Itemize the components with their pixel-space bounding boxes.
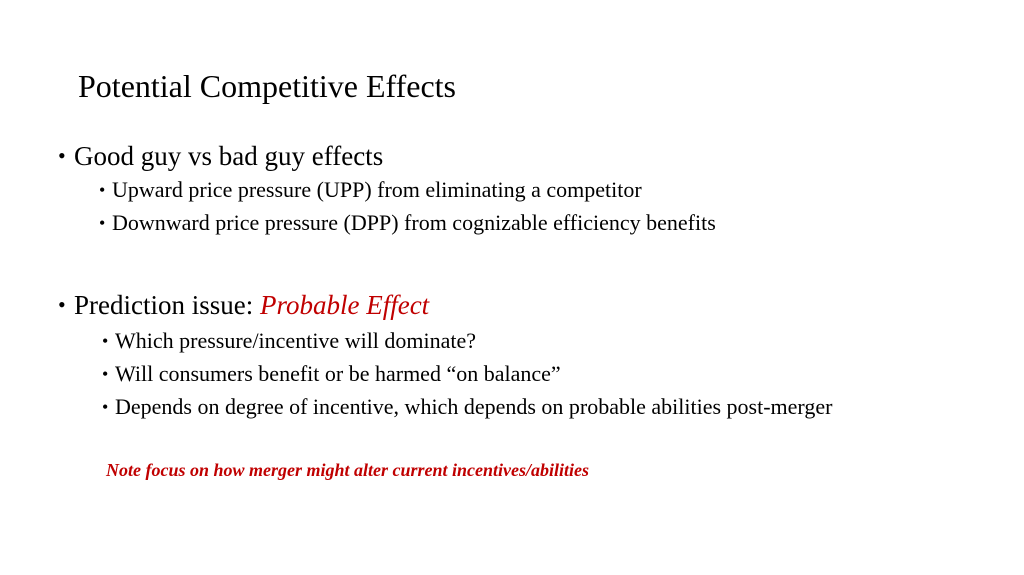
sub-bullet-upp <box>99 176 642 204</box>
bullet-text: Good guy vs bad guy effects <box>74 141 384 171</box>
sub-bullet-dpp <box>99 209 716 237</box>
bullet-dot-icon: • <box>102 364 109 384</box>
sub-bullet-depends <box>102 393 832 421</box>
sub-bullet-which-pressure <box>102 327 476 355</box>
sub-bullet-consumers <box>102 360 561 388</box>
probable-effect-emphasis: Probable Effect <box>259 290 430 320</box>
bullet-dot-icon: • <box>58 143 66 168</box>
bullet-dot-icon: • <box>58 292 66 317</box>
bullet-prediction-issue <box>58 289 429 321</box>
focus-note: Note focus on how merger might alter current incentives/abilities <box>106 460 590 480</box>
bullet-dot-icon: • <box>102 331 109 351</box>
sub-bullet-text: Upward price pressure (UPP) from eliminating a competitor <box>112 177 642 202</box>
sub-bullet-text: Depends on degree of incentive, which depends on probable abilities post-merger <box>115 394 833 419</box>
bullet-text: Prediction issue: <box>74 290 260 320</box>
bullet-dot-icon: • <box>102 397 109 417</box>
bullet-dot-icon: • <box>99 213 106 233</box>
slide-title: Potential Competitive Effects <box>78 68 456 104</box>
sub-bullet-text: Downward price pressure (DPP) from cognizable efficiency benefits <box>112 210 716 235</box>
bullet-dot-icon: • <box>99 180 106 200</box>
sub-bullet-text: Which pressure/incentive will dominate? <box>115 328 477 353</box>
sub-bullet-text: Will consumers benefit or be harmed “on balance” <box>115 361 561 386</box>
bullet-good-guy-bad-guy <box>58 140 383 172</box>
